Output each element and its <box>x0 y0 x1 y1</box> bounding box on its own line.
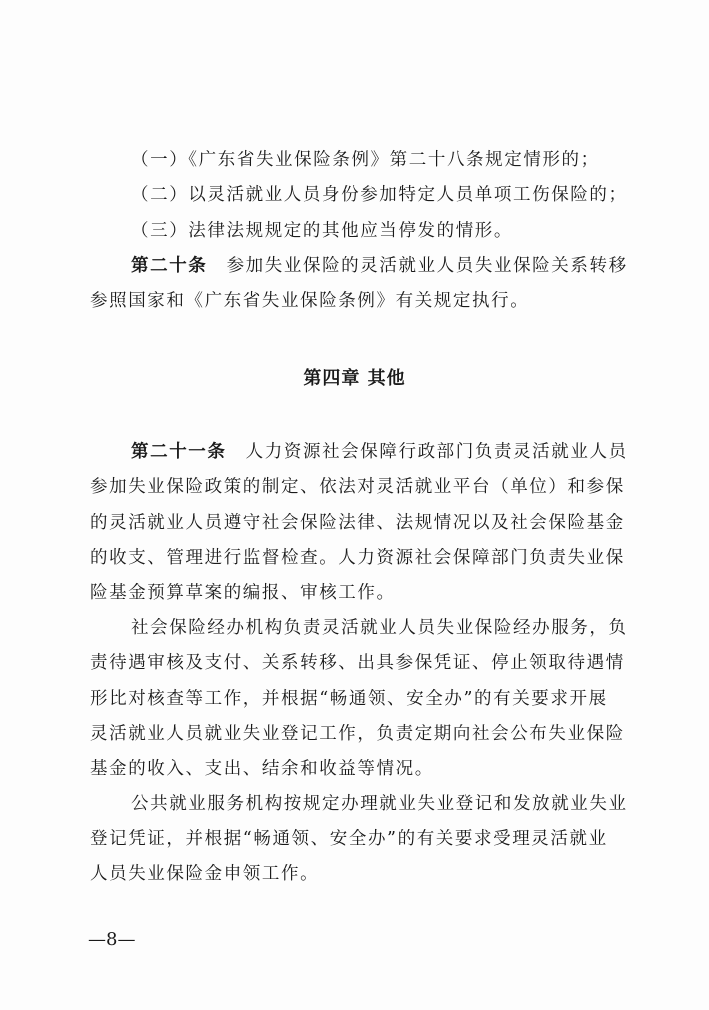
chapter-title: 第四章 其他 <box>303 368 406 389</box>
article-20-text-1: 参加失业保险的灵活就业人员失业保险关系转移 <box>226 256 628 276</box>
article-21-line-4: 的收支、管理进行监督检查。人力资源社会保障部门负责失业保 <box>90 548 625 568</box>
agency-line-3: 形比对核查等工作，并根据“畅通领、安全办”的有关要求开展 <box>90 689 608 709</box>
list-item-3: （三）法律法规规定的其他应当停发的情形。 <box>131 221 513 241</box>
public-line-1: 公共就业服务机构按规定办理就业失业登记和发放就业失业 <box>131 794 628 814</box>
list-item-1: （一）《广东省失业保险条例》第二十八条规定情形的； <box>131 150 600 170</box>
list-item-2: （二）以灵活就业人员身份参加特定人员单项工伤保险的； <box>131 185 628 205</box>
public-line-2: 登记凭证，并根据“畅通领、安全办”的有关要求受理灵活就业 <box>90 829 608 849</box>
public-line-3: 人员失业保险金申领工作。 <box>90 864 320 884</box>
article-21-line-3: 的灵活就业人员遵守社会保险法律、法规情况以及社会保险基金 <box>90 513 625 533</box>
agency-line-5: 基金的收入、支出、结余和收益等情况。 <box>90 759 434 779</box>
article-21-line-5: 险基金预算草案的编报、审核工作。 <box>90 583 396 603</box>
article-20-line-1 <box>131 254 628 278</box>
article-21-label: 第二十一条 <box>131 442 227 462</box>
article-21-text-1: 人力资源社会保障行政部门负责灵活就业人员 <box>245 442 628 462</box>
agency-line-1: 社会保险经办机构负责灵活就业人员失业保险经办服务，负 <box>131 618 628 638</box>
article-21-line-1 <box>131 440 628 464</box>
article-20-line-2: 参照国家和《广东省失业保险条例》有关规定执行。 <box>90 291 530 311</box>
agency-line-4: 灵活就业人员就业失业登记工作，负责定期向社会公布失业保险 <box>90 724 625 744</box>
article-20-label: 第二十条 <box>131 256 208 276</box>
article-21-line-2: 参加失业保险政策的制定、依法对灵活就业平台（单位）和参保 <box>90 477 625 497</box>
agency-line-2: 责待遇审核及支付、关系转移、出具参保凭证、停止领取待遇情 <box>90 653 625 673</box>
page-number: —8— <box>88 929 136 950</box>
